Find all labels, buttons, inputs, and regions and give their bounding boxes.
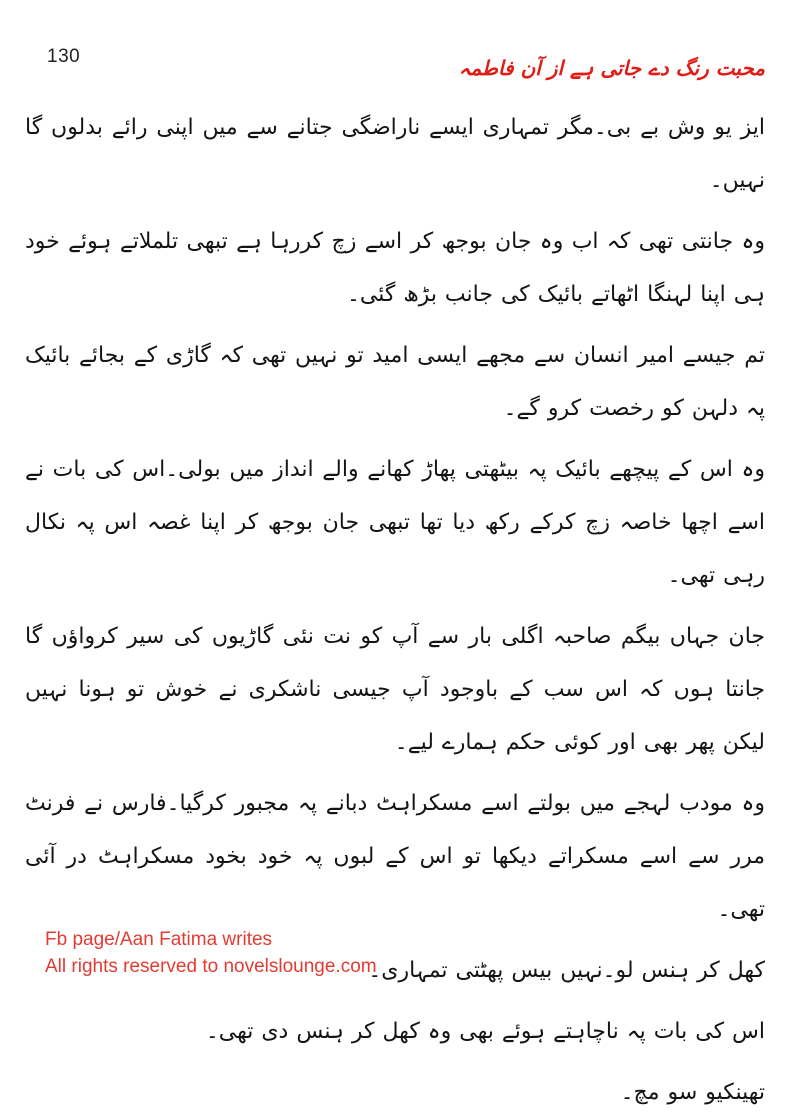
page-header [25, 45, 765, 97]
urdu-paragraph: جان جہاں بیگم صاحبہ اگلی بار سے آپ کو نت نئی گاڑیوں کی سیر کرواؤں گا جانتا ہوں کہ اس سب کے باوجود آپ جیسی ناشکری نے خوش تو ہونا نہیں لیکن پھر بھی اور کوئی حکم ہمارے لیے۔ [25, 624, 765, 755]
urdu-paragraph: ایز یو وش بے بی۔مگر تمہاری ایسے ناراضگی جتانے سے میں اپنی رائے بدلوں گا نہیں۔ [25, 115, 765, 193]
novel-title-header: محبت رنگ دے جاتی ہے از آن فاطمہ [458, 56, 765, 80]
urdu-paragraph: وہ اس کے پیچھے بائیک پہ بیٹھتی پھاڑ کھانے والے انداز میں بولی۔اس کی بات نے اسے اچھا خاصہ زچ کرکے رکھ دیا تھا تبھی جان بوجھ کر اپنا غصہ اس پہ نکال رہی تھی۔ [25, 457, 765, 588]
copyright-footer [45, 926, 377, 980]
urdu-paragraph: وہ جانتی تھی کہ اب وہ جان بوجھ کر اسے زچ کررہا ہے تبھی تلملاتے ہوئے خود ہی اپنا لہنگا اٹھاتے بائیک کی جانب بڑھ گئی۔ [25, 229, 765, 307]
urdu-paragraph: کھل کر ہنس لو۔نہیں بیس پھٹتی تمہاری۔ [368, 958, 765, 983]
urdu-paragraph: اس کی بات پہ ناچاہتے ہوئے بھی وہ کھل کر ہنس دی تھی۔ [205, 1019, 765, 1044]
urdu-paragraph: وہ مودب لہجے میں بولتے اسے مسکراہٹ دبانے پہ مجبور کرگیا۔فارس نے فرنٹ مرر سے اسے مسکراتے دیکھا تو اس کے لبوں پہ خود بخود مسکراہٹ در آئی تھی۔ [25, 791, 765, 922]
urdu-paragraph: تم جیسے امیر انسان سے مجھے ایسی امید تو نہیں تھی کہ گاڑی کے بجائے بائیک پہ دلہن کو رخصت کرو گے۔ [25, 343, 765, 421]
rights-reserved-line: All rights reserved to novelslounge.com [45, 956, 377, 977]
urdu-paragraph: تھینکیو سو مچ۔ [620, 1080, 765, 1105]
fb-page-credit: Fb page/Aan Fatima writes [45, 929, 273, 950]
page-number: 130 [47, 46, 81, 67]
